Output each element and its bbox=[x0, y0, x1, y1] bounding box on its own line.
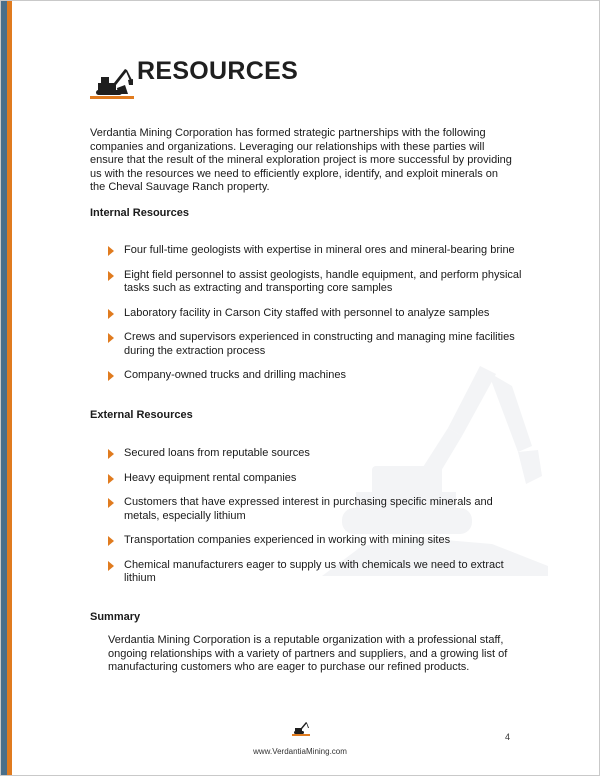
list-item: Secured loans from reputable sources bbox=[108, 447, 528, 461]
list-item: Chemical manufacturers eager to supply us with chemicals we need to extract lithium bbox=[108, 559, 528, 586]
arrow-right-icon bbox=[108, 333, 114, 343]
left-blue-stripe bbox=[0, 0, 7, 776]
arrow-right-icon bbox=[108, 271, 114, 281]
footer-website-url: www.VerdantiaMining.com bbox=[253, 747, 347, 756]
list-item: Four full-time geologists with expertise in mineral ores and mineral-bearing brine bbox=[108, 244, 528, 258]
summary-paragraph: Verdantia Mining Corporation is a reputable organization with a professional staff, ongoing relationships with a variety of partners and suppliers, and a growing list of manufacturing customers who are eager to purchase our refined products. bbox=[108, 634, 508, 673]
arrow-right-icon bbox=[108, 309, 114, 319]
arrow-right-icon bbox=[108, 474, 114, 484]
arrow-right-icon bbox=[108, 536, 114, 546]
list-item: Crews and supervisors experienced in constructing and managing mine facilities during the extraction process bbox=[108, 331, 528, 358]
arrow-right-icon bbox=[108, 371, 114, 381]
external-resources-heading: External Resources bbox=[90, 409, 193, 421]
list-item: Company-owned trucks and drilling machines bbox=[108, 369, 528, 383]
page-header bbox=[90, 57, 299, 102]
arrow-right-icon bbox=[108, 561, 114, 571]
excavator-icon bbox=[90, 66, 134, 102]
list-item: Laboratory facility in Carson City staffed with personnel to analyze samples bbox=[108, 307, 528, 321]
external-resources-list bbox=[108, 447, 528, 586]
internal-resources-list bbox=[108, 244, 528, 383]
arrow-right-icon bbox=[108, 449, 114, 459]
left-orange-stripe bbox=[7, 0, 12, 776]
arrow-right-icon bbox=[108, 246, 114, 256]
arrow-right-icon bbox=[108, 498, 114, 508]
summary-heading: Summary bbox=[90, 611, 141, 623]
list-item: Eight field personnel to assist geologists, handle equipment, and perform physical tasks such as extracting and transporting core samples bbox=[108, 269, 528, 296]
page-title: RESOURCES bbox=[137, 57, 299, 86]
list-item: Customers that have expressed interest in purchasing specific minerals and metals, especially lithium bbox=[108, 496, 528, 523]
internal-resources-heading: Internal Resources bbox=[90, 207, 190, 219]
intro-paragraph: Verdantia Mining Corporation has formed strategic partnerships with the following companies and organizations. Leveraging our relationships with these parties will ensure that the result of the mineral exploration project is more successful by providing us with the resources we need to efficiently explore, identify, and exploit minerals on the Cheval Sauvage Ranch property. bbox=[90, 127, 512, 193]
excavator-logo-icon bbox=[292, 722, 310, 736]
list-item: Transportation companies experienced in working with mining sites bbox=[108, 534, 528, 548]
list-item: Heavy equipment rental companies bbox=[108, 472, 528, 486]
page-number: 4 bbox=[505, 732, 511, 742]
